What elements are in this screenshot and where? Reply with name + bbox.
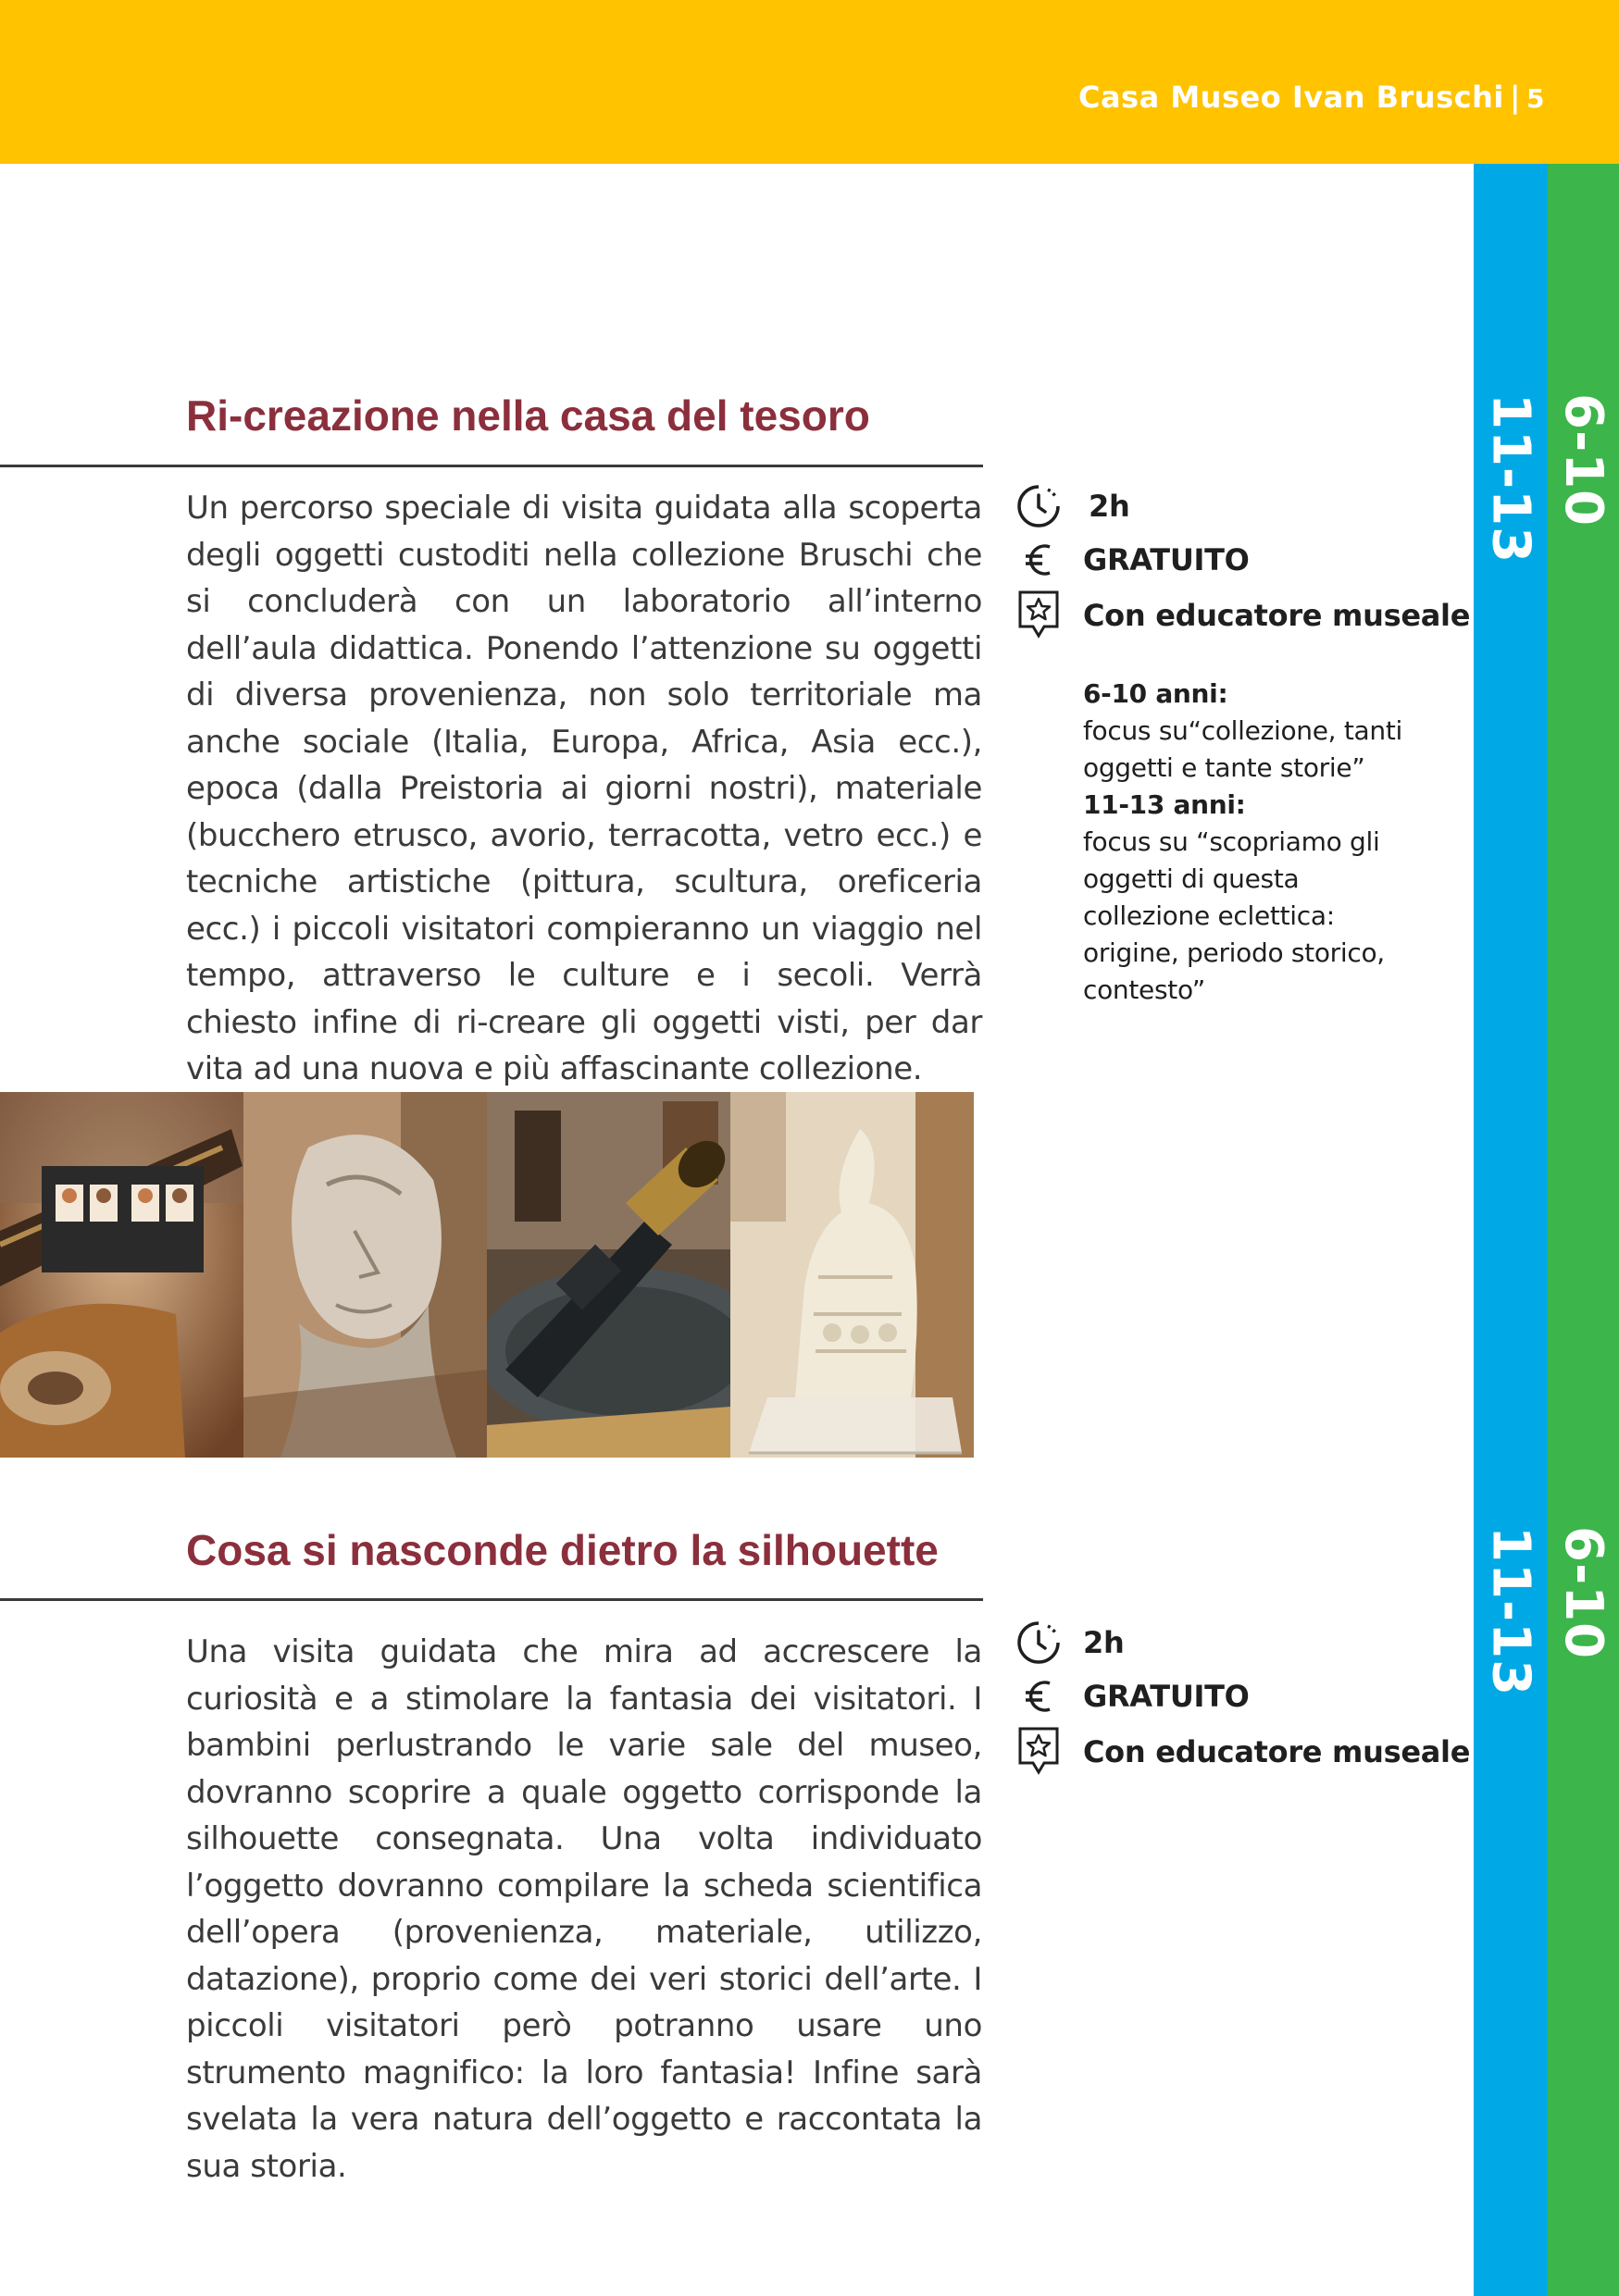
age-label-6-10-bottom: 6-10	[1553, 1526, 1613, 1660]
age-band-6-10	[1548, 164, 1619, 2296]
section2-price: GRATUITO	[1083, 1679, 1250, 1714]
section2-guide: Con educatore museale	[1083, 1734, 1471, 1769]
focus-11-13-heading: 11-13 anni:	[1083, 789, 1246, 820]
photo-ivory-carving	[730, 1092, 974, 1458]
header-title	[1078, 80, 1545, 115]
age-label-6-10-top: 6-10	[1553, 393, 1613, 527]
section1-body: Un percorso speciale di visita guidata alla scoperta degli oggetti custoditi nella collezione Bruschi che si concluderà con un laboratorio all’interno dell’aula didattica. Ponendo l’attenzione su oggetti di diversa provenienza, non solo territoriale ma anche sociale (Italia, Europa, Africa, Asia ecc.), epoca (dalla Preistoria ai giorni nostri), materiale (bucchero etrusco, avorio, terracotta, vetro ecc.) e tecniche artistiche (pittura, scultura, oreficeria ecc.) i piccoli visitatori compieranno un viaggio nel tempo, attraverso le culture e i secoli. Verrà chiesto infine di ri-creare gli oggetti visti, per dar vita ad una nuova e più affascinante collezione.	[186, 490, 982, 1087]
section1-price: GRATUITO	[1083, 542, 1250, 577]
focus-6-10-heading: 6-10 anni:	[1083, 678, 1228, 709]
photo-stereoscope	[0, 1092, 243, 1458]
age-label-11-13-bottom: 11-13	[1480, 1526, 1541, 1697]
euro-icon	[1015, 536, 1063, 584]
page-number: 5	[1526, 83, 1545, 114]
section2-body: Una visita guidata che mira ad accrescere la curiosità e a stimolare la fantasia dei visitatori. I bambini perlustrando le varie sale del museo, dovranno scoprire a quale oggetto corrisponde la silhouette consegnata. Una volta individuato l’oggetto dovranno compilare la scheda scientifica dell’opera (provenienza, materiale, utilizzo, datazione), proprio come dei veri storici dell’arte. I piccoli visitatori però potranno usare uno strumento magnifico: la loro fantasia! Infine sarà svelata la vera natura dell’oggetto e raccontata la sua storia.	[186, 1633, 982, 2185]
header-bar	[0, 0, 1619, 164]
section1-guide-row	[1015, 592, 1470, 639]
age-band-11-13	[1474, 164, 1548, 2296]
section1-duration: 2h	[1089, 489, 1130, 524]
section1-focus	[1083, 676, 1463, 1009]
photo-telescope	[487, 1092, 730, 1458]
focus-6-10-text: focus su“collezione, tanti oggetti e tante storie”	[1083, 715, 1402, 783]
section1-duration-row	[1015, 483, 1129, 529]
focus-11-13-text: focus su “scopriamo gli oggetti di questa collezione eclettica: origine, periodo storico, contesto”	[1083, 826, 1385, 1005]
section1-divider	[0, 465, 983, 467]
educator-badge-icon	[1015, 591, 1063, 639]
section2-duration-row	[1015, 1620, 1124, 1666]
euro-icon	[1015, 1672, 1063, 1720]
section2-divider	[0, 1598, 983, 1601]
section2-price-row	[1015, 1673, 1250, 1719]
section2-title: Cosa si nasconde dietro la silhouette	[186, 1526, 939, 1574]
section2-duration: 2h	[1083, 1625, 1125, 1660]
photo-bust	[243, 1092, 487, 1458]
clock-icon	[1015, 482, 1063, 530]
age-label-11-13-top: 11-13	[1480, 393, 1541, 565]
educator-badge-icon	[1015, 1728, 1063, 1776]
header-separator: |	[1509, 80, 1522, 115]
photo-strip	[0, 1092, 974, 1458]
section2-guide-row	[1015, 1729, 1470, 1775]
clock-icon	[1015, 1619, 1063, 1667]
museum-name: Casa Museo Ivan Bruschi	[1077, 80, 1504, 115]
section1-guide: Con educatore museale	[1083, 598, 1471, 633]
section1-price-row	[1015, 537, 1250, 583]
section1-title: Ri-creazione nella casa del tesoro	[186, 391, 870, 440]
